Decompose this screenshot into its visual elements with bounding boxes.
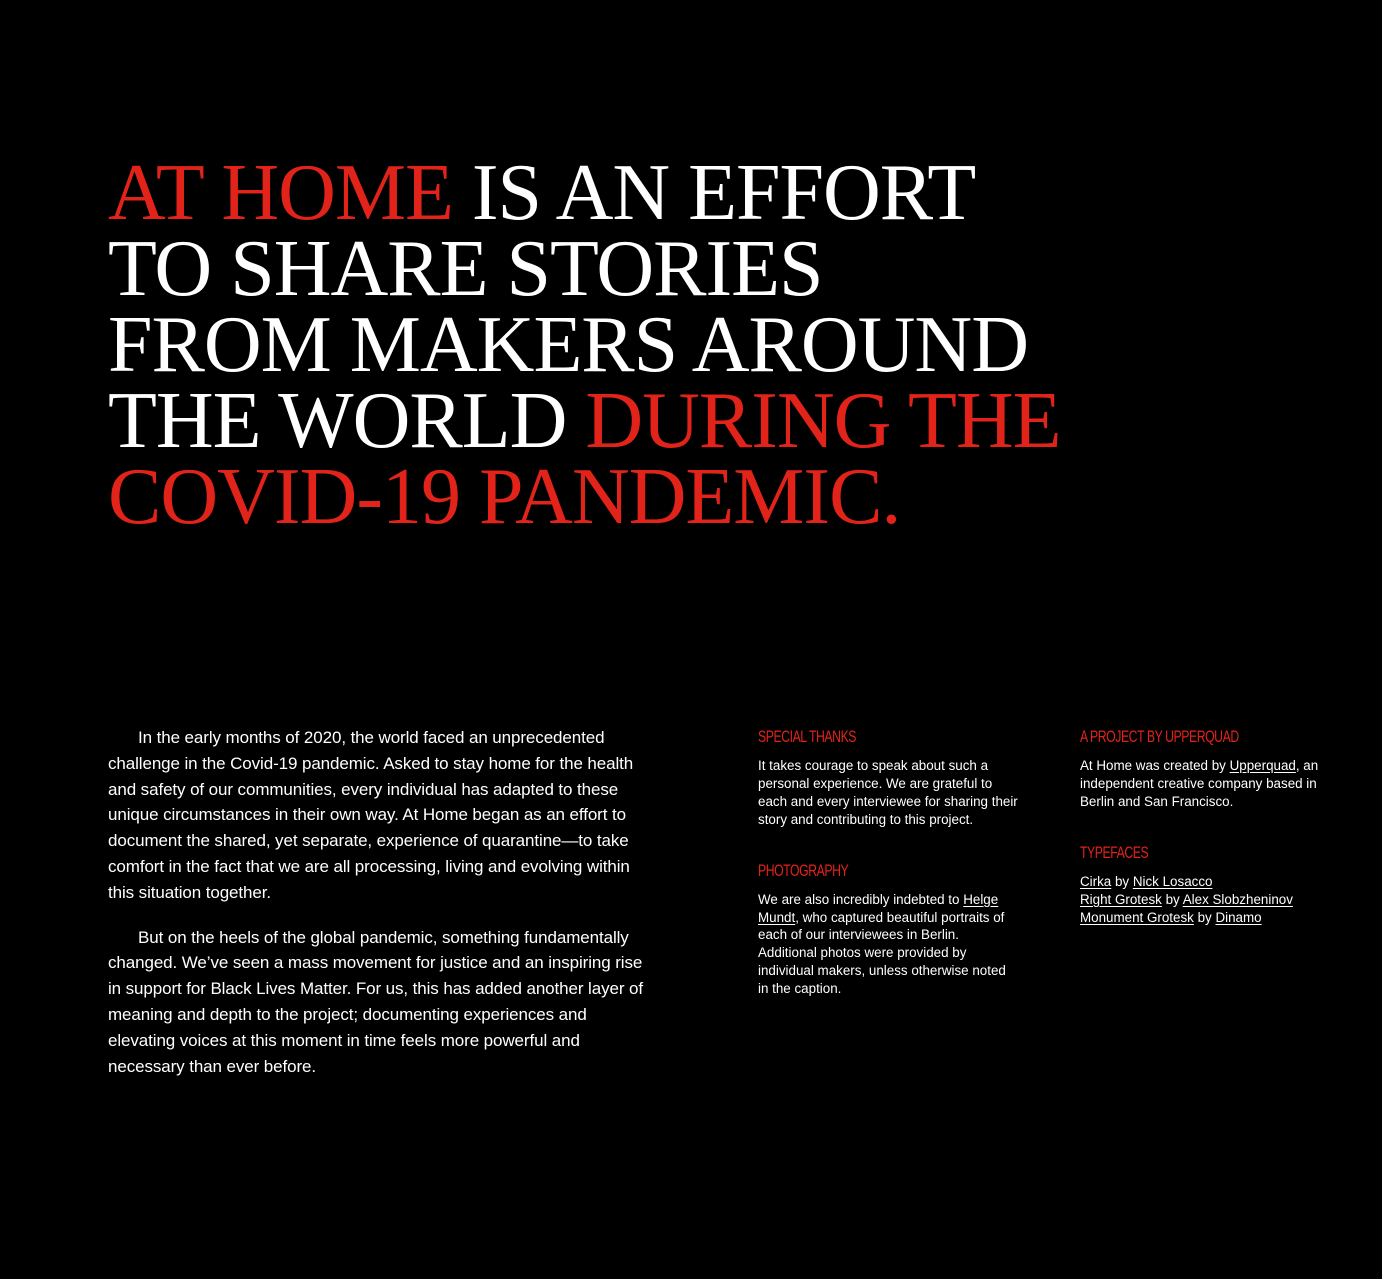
photography-title: PHOTOGRAPHY <box>758 860 849 880</box>
special-thanks-section <box>758 727 1018 829</box>
dinamo-link[interactable]: Dinamo <box>1215 909 1262 925</box>
intro-text <box>108 725 653 1098</box>
intro-paragraph-2: But on the heels of the global pandemic, something fundamentally changed. We’ve seen a mass movement for justice and an inspiring rise in support for Black Lives Matter. For us, this has added another layer of meaning and depth to the project; documenting experiences and elevating voices at this moment in time feels more powerful and necessary than ever before. <box>108 927 643 1076</box>
headline-line-3: FROM MAKERS AROUND <box>108 301 1028 389</box>
headline-accent-at-home: AT HOME <box>108 149 453 237</box>
headline-line-1 <box>108 149 1308 237</box>
project-section <box>1080 727 1330 811</box>
project-text-post: , an independent creative company based in Berlin and San Francisco. <box>1080 758 1319 809</box>
upperquad-link[interactable]: Upperquad <box>1229 758 1296 773</box>
photography-section <box>758 861 1018 998</box>
helge-mundt-link[interactable]: Helge Mundt <box>758 891 999 925</box>
typeface-by: by <box>1193 909 1216 925</box>
headline-text: IS AN EFFORT <box>452 149 976 237</box>
headline-accent-during: DURING THE <box>585 377 1061 465</box>
typeface-credit-right-grotesk <box>1080 891 1330 909</box>
typefaces-list <box>1080 873 1330 927</box>
project-body <box>1080 757 1330 811</box>
photography-text-pre: We are also incredibly indebted to <box>758 891 964 907</box>
intro-paragraph-1: In the early months of 2020, the world faced an unprecedented challenge in the Covid-19 pandemic. Asked to stay home for the health and safety of our communities, every individual has adapted to these unique circumstances in their own way. At Home began as an effort to document the shared, yet separate, experience of quarantine—to take comfort in the fact that we are all processing, living and evolving within this situation together. <box>108 728 634 902</box>
typeface-by: by <box>1161 891 1183 907</box>
nick-losacco-link[interactable]: Nick Losacco <box>1132 873 1213 889</box>
right-grotesk-link[interactable]: Right Grotesk <box>1080 891 1162 907</box>
monument-grotesk-link[interactable]: Monument Grotesk <box>1080 909 1194 925</box>
typeface-credit-monument-grotesk <box>1080 909 1330 927</box>
headline-line-2: TO SHARE STORIES <box>108 225 823 313</box>
photography-body <box>758 891 1018 998</box>
photography-text-post: , who captured beautiful portraits of each of our interviewees in Berlin. Additional photos were provided by individual makers, unless otherwise noted in the caption. <box>758 909 1006 997</box>
typeface-credit-cirka <box>1080 873 1330 891</box>
typefaces-title: TYPEFACES <box>1080 842 1149 862</box>
special-thanks-body: It takes courage to speak about such a personal experience. We are grateful to each and every interviewee for sharing their story and contributing to this project. <box>758 758 1018 827</box>
alex-slobzheninov-link[interactable]: Alex Slobzheninov <box>1182 891 1293 907</box>
typeface-by: by <box>1111 873 1133 889</box>
hero-headline <box>108 149 1308 541</box>
typefaces-section <box>1080 843 1330 927</box>
special-thanks-title: SPECIAL THANKS <box>758 727 857 746</box>
credits-column-right <box>1080 727 1330 958</box>
project-title: A PROJECT BY UPPERQUAD <box>1080 727 1239 746</box>
credits-column-left <box>758 727 1018 1030</box>
headline-line-4 <box>108 377 1308 465</box>
project-text-pre: At Home was created by <box>1080 758 1230 773</box>
cirka-link[interactable]: Cirka <box>1080 873 1112 889</box>
headline-text: THE WORLD <box>108 377 586 465</box>
headline-line-5: COVID-19 PANDEMIC. <box>108 453 901 541</box>
